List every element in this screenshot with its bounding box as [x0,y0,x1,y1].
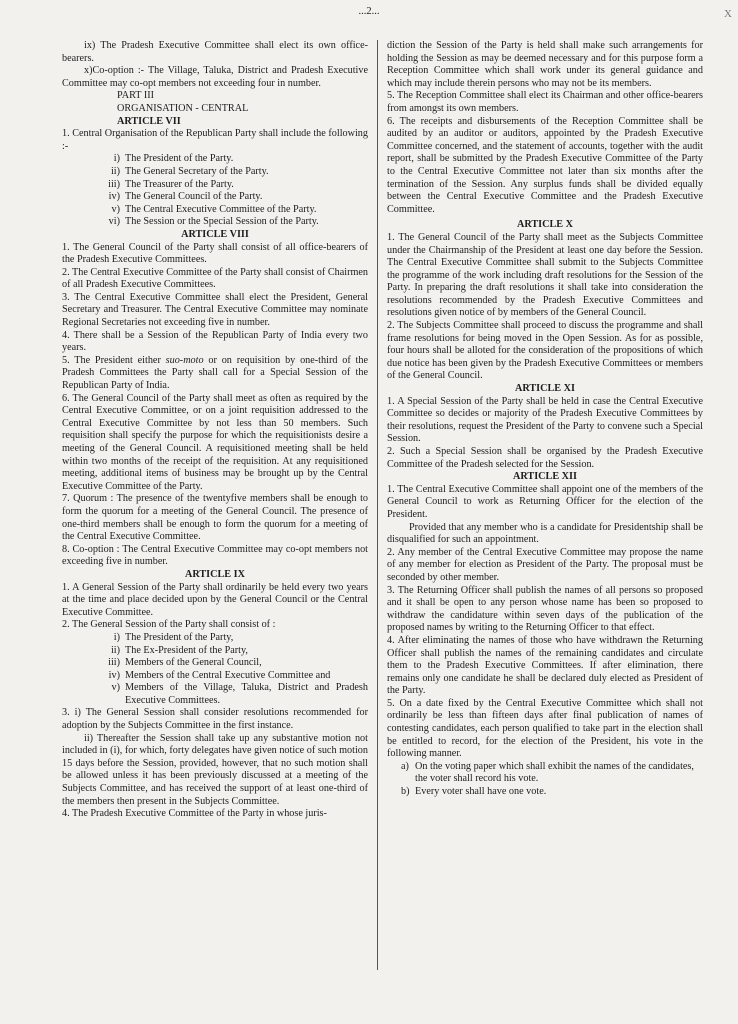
list-item [62,216,368,229]
list-item-number: iii) [108,178,120,190]
list-item-text: The General Secretary of the Party. [125,165,269,177]
article-x-para-2: 2. The Subjects Committee shall proceed to discuss the programme and shall frame resolutions for being moved in the Open Session. As for as possible, four hours shall be alloted for the consideration of the propositions of which due notice has been given by the Pradesh Executive Committees or members of the General Council. [387,320,703,382]
list-item [387,761,703,786]
article-xii-proviso: Provided that any member who is a candidate for Presidentship shall be disqualified for such an appointment. [387,521,703,546]
article-x-heading: ARTICLE X [517,219,573,231]
list-item-number: iv) [108,669,120,681]
article-ix-para-1: 1. A General Session of the Party shall ordinarily be held every two years at the time and place decided upon by the General Council or the Central Executive Committee. [62,581,368,618]
article-ix-para-4-continued: diction the Session of the Party is held shall make such arrangements for holding the Session as may be deemed necessary and for this purpose form a Reception Committee which shall work under its general guidance and which may include therein persons who may not be its members. [387,40,703,89]
list-item-number: iii) [108,657,120,669]
article-paragraph: 2. Any member of the Central Executive Committee may propose the name of any member for election as President of the Party. The proposal must be seconded by other member. [387,546,703,583]
corner-mark: X [724,8,732,20]
article-paragraph: 7. Quorum : The presence of the twentyfive members shall be enough to form the quorum for a meeting of the General Council. The presence of one-third members shall be enough to form the quorum for a meeting of the Central Executive Committee. [62,493,368,543]
para-5-end: or on requisition by one-third of the Pradesh Committees the Party shall call for a Special Session of the Republican Party of India. [62,354,368,392]
suo-moto-term: suo-moto [165,354,204,366]
article-xii-paras [387,547,703,761]
list-item-number: ii) [110,165,120,177]
list-item [62,166,368,179]
list-item [62,645,368,658]
article-paragraph: 6. The General Council of the Party shall meet as often as required by the Central Executive Committee, or on a joint requisition addressed to the Central Executive Committee by not less than 50 members. Such requisition shall specify the purpose for which the requisitionists desire a meeting of the General Council. A requisitioned meeting shall be held within two months of the receipt of the requisition. At any requisitioned meeting, additional items of business may be brought up by the Central Executive Committee of the Party. [62,392,368,492]
article-xi-heading: ARTICLE XI [515,383,575,395]
article-paragraph: 3. The Returning Officer shall publish the names of all persons so proposed and it shall be open to any person whose name has been so proposed to withdraw the candidature within seven days of the publication of the proposed names by writing to the Returning Officer to that effect. [387,584,703,634]
list-item-text: The President of the Party. [125,153,234,165]
list-item-number: ii) [110,644,120,656]
list-item-text: The Session or the Special Session of the Party. [125,216,319,228]
article-ix-para-6: 6. The receipts and disbursements of the Reception Committee shall be audited by an auditor or auditors, appointed by the Pradesh Executive Committee concerned, and the statement of accounts, together with the audit report, shall be submitted by the Pradesh Executive Committee of the Party to the Central Executive Committee not later than six months after the termination of the Session. Any surplus funds shall be divided equally between the Central Executive Committee and the Pradesh Executive Committee. [387,115,703,215]
article-viii-paras [62,242,368,355]
article-xii-para-1: 1. The Central Executive Committee shall appoint one of the members of the General Council to work as Returning Officer for the election of the President. [387,483,703,520]
list-item [62,191,368,204]
list-item-text: The President of the Party, [125,631,234,643]
article-paragraph: 4. There shall be a Session of the Republican Party of India every two years. [62,329,368,354]
article-xi-para-2: 2. Such a Special Session shall be organised by the Pradesh Executive Committee of the Pradesh selected for the Session. [387,446,703,470]
list-item-number: i) [113,631,120,643]
organisation-heading: ORGANISATION - CENTRAL [117,102,249,114]
clause-ix: ix) The Pradesh Executive Committee shall elect its own office-bearers. [62,40,368,64]
article-paragraph: 2. The Central Executive Committee of the Party shall consist of Chairmen of all Pradesh Executive Committees. [62,266,368,291]
list-item-text: The Treasurer of the Party. [125,178,234,190]
list-item-number: vi) [108,216,120,228]
list-item-text: The Ex-President of the Party, [125,644,248,656]
article-viii-paras-b [62,393,368,569]
clause-x-co-option: x)Co-option :- The Village, Taluka, District and Pradesh Executive Committee may co-opt members not exceeding four in number. [62,65,368,89]
article-ix-para-4: 4. The Pradesh Executive Committee of the Party in whose juris- [62,808,327,820]
para-5-start: 5. The President either [62,354,166,366]
list-item-text: The Central Executive Committee of the Party. [125,203,317,215]
article-vii-para-1: 1. Central Organisation of the Republican Party shall include the following :- [62,128,368,152]
article-viii-heading: ARTICLE VIII [181,228,249,240]
right-column [387,40,703,799]
list-item-number: v) [111,203,120,215]
list-item [62,670,368,683]
article-paragraph: 1. The General Council of the Party shall consist of all office-bearers of the Pradesh Executive Committees. [62,241,368,266]
list-item [62,682,368,707]
article-paragraph: 8. Co-option : The Central Executive Committee may co-opt members not exceeding five in number. [62,543,368,568]
list-item [62,204,368,217]
left-column [62,40,368,821]
article-ix-para-3-ii: ii) Thereafter the Session shall take up any substantive motion not included in (i), for which, forty delegates have given notice of such motion 15 days before the Session, provided, however, that no such motion shall be allowed unless it has been previously discussed at a meeting of the Subjects Committee, and has received the support of at least one-third of the members then present in the Subjects Committee. [62,732,368,807]
article-vii-list [62,153,368,229]
article-paragraph: 3. The Central Executive Committee shall elect the President, General Secretary and Treasurer. The Central Executive Committee may nominate Regional Secretaries not exceeding five in number. [62,291,368,329]
list-item-text: Members of the General Council, [125,657,262,669]
list-item-text: On the voting paper which shall exhibit the names of the candidates, the voter shall record his vote. [415,760,694,785]
article-viii-para-5 [62,355,368,393]
article-xii-heading: ARTICLE XII [513,471,577,483]
list-item-number: i) [113,153,120,165]
list-item [387,786,703,799]
list-item-text: The General Council of the Party. [125,191,263,203]
part-heading: PART III [117,90,155,102]
list-item-number: iv) [108,191,120,203]
list-item-number: b) [401,786,410,798]
article-xi-para-1: 1. A Special Session of the Party shall be held in case the Central Executive Committee so decides or majority of the Pradesh Executive Committees by their resolutions, request the President of the Party to convene such a Special Session. [387,395,703,445]
article-vii-heading: ARTICLE VII [117,115,181,127]
list-item-text: Every voter shall have one vote. [415,786,547,798]
list-item [62,179,368,192]
article-xii-list [387,761,703,799]
article-paragraph: 5. On a date fixed by the Central Executive Committee which shall not ordinarily be less than fifteen days after final publication of names of contesting candidates, each person qualified to take part in the election shall be entitled to record, for the election of the President, his vote in the following manner. [387,697,703,760]
article-ix-heading: ARTICLE IX [185,568,245,580]
article-paragraph: 4. After eliminating the names of those who have withdrawn the Returning Officer shall publish the names of the remaining candidates and circulate them to the Pradesh Executive Committees. If after elimination, there remains only one candidate he shall be declared duly elected as President of the Party. [387,634,703,697]
list-item-number: a) [401,760,409,772]
column-divider [377,40,378,970]
article-ix-para-2: 2. The General Session of the Party shall consist of : [62,619,276,631]
list-item-number: v) [111,682,120,694]
list-item-text: Members of the Central Executive Committee and [125,669,331,681]
article-ix-para-3: 3. i) The General Session shall consider resolutions recommended for adoption by the Subjects Committee in the first instance. [62,707,368,732]
page-number: ...2... [358,6,380,17]
list-item-text: Members of the Village, Taluka, District and Pradesh Executive Committees. [125,682,368,706]
article-ix-para-5: 5. The Reception Committee shall elect its Chairman and other office-bearers from amongst its own members. [387,90,703,114]
article-ix-list [62,632,368,708]
list-item [62,657,368,670]
list-item [62,632,368,645]
article-x-para-1: 1. The General Council of the Party shall meet as the Subjects Committee under the Chairmanship of the President at least one day before the Session. The Central Executive Committee shall submit to the Subjects Committee the programme of the work including draft resolutions for the Session of the Party. In preparing the draft resolutions it shall take into consideration the resolutions recommended by the Pradesh Executive Committees and resolutions given notice of by members of the General Council. [387,231,703,319]
list-item [62,153,368,166]
